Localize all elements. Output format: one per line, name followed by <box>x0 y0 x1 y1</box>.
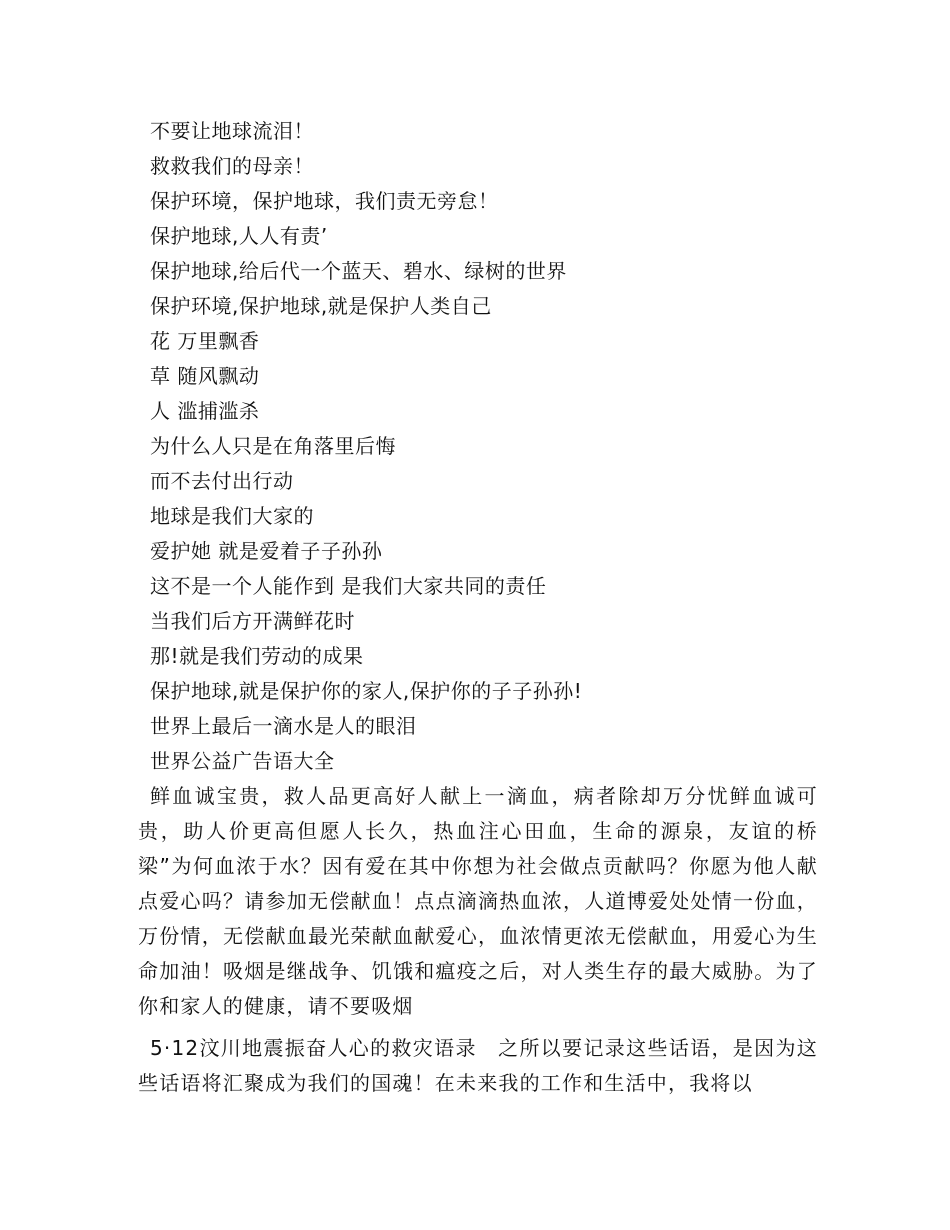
slogan-line: 保护环境，保护地球，我们责无旁怠！ <box>150 189 499 213</box>
slogan-line: 这不是一个人能作到 是我们大家共同的责任 <box>150 574 547 598</box>
slogan-line: 保护地球,给后代一个蓝天、碧水、绿树的世界 <box>150 259 567 283</box>
body-paragraph-earthquake: 5·12汶川地震振奋人心的救灾语录 之所以要记录这些话语，是因为这些话语将汇聚成为我们的国魂！在未来我的工作和生活中，我将以 <box>138 1036 818 1095</box>
slogan-line: 保护环境,保护地球,就是保护人类自己 <box>150 294 492 318</box>
slogan-line: 地球是我们大家的 <box>150 504 314 528</box>
slogan-line: 为什么人只是在角落里后悔 <box>150 434 396 458</box>
slogan-line: 花 万里飘香 <box>150 329 260 353</box>
slogan-line: 保护地球,就是保护你的家人,保护你的子子孙孙! <box>150 679 583 703</box>
section-heading: 世界公益广告语大全 <box>150 749 335 773</box>
slogan-line: 人 滥捕滥杀 <box>150 399 260 423</box>
slogan-line: 那!就是我们劳动的成果 <box>150 644 364 668</box>
slogan-line: 世界上最后一滴水是人的眼泪 <box>150 714 417 738</box>
slogan-line: 不要让地球流泪！ <box>150 119 314 143</box>
slogan-line: 救救我们的母亲！ <box>150 154 314 178</box>
slogan-line: 而不去付出行动 <box>150 469 294 493</box>
slogan-line: 爱护她 就是爱着子子孙孙 <box>150 539 383 563</box>
slogan-line: 保护地球,人人有责’ <box>150 224 328 248</box>
slogan-line: 当我们后方开满鲜花时 <box>150 609 355 633</box>
body-paragraph-blood-donation: 鲜血诚宝贵，救人品更高好人献上一滴血，病者除却万分忧鲜血诚可贵，助人价更高但愿人长久，热血注心田血，生命的源泉，友谊的桥梁”为何血浓于水？因有爱在其中你想为社会做点贡献吗？你愿为他人献点爱心吗？请参加无偿献血！点点滴滴热血浓，人道博爱处处情一份血，万份情，无偿献血最光荣献血献爱心，血浓情更浓无偿献血，用爱心为生命加油！吸烟是继战争、饥饿和瘟疫之后，对人类生存的最大威胁。为了你和家人的健康，请不要吸烟 <box>138 784 818 1018</box>
slogan-list <box>150 114 850 779</box>
slogan-line: 草 随风飘动 <box>150 364 260 388</box>
